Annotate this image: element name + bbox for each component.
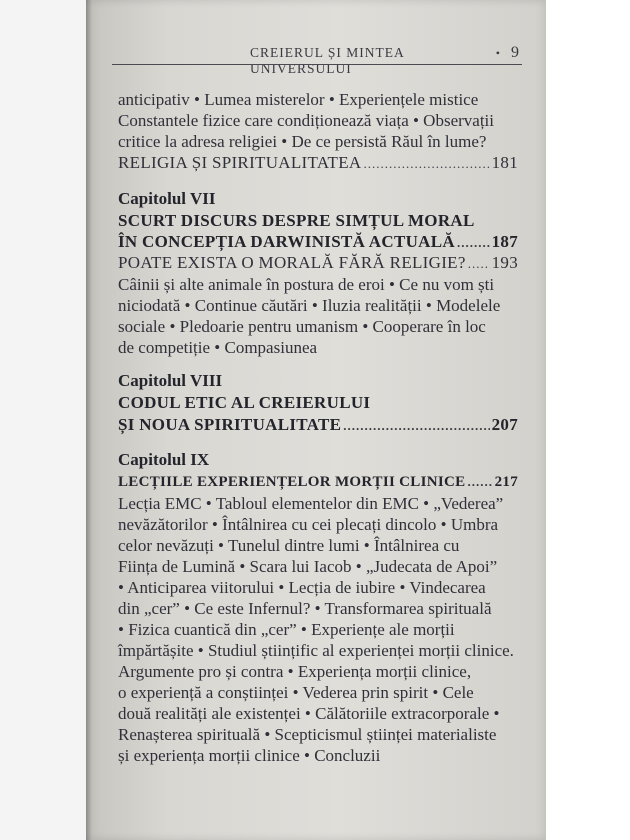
toc-entry-page: 187 bbox=[491, 232, 518, 251]
chapter-heading: Capitolul VII bbox=[118, 189, 216, 208]
toc-text-line: critice la adresa religiei • De ce persistă Răul în lume? bbox=[118, 132, 487, 151]
toc-entry-page: 207 bbox=[491, 415, 518, 434]
toc-text-line: împărtășite • Studiul științific al experienței morții clinice. bbox=[118, 641, 514, 660]
toc-text-line: • Fizica cuantică din „cer” • Experiențe ale morții bbox=[118, 620, 455, 639]
header-bullet: • bbox=[495, 46, 501, 60]
chapter-title-entry bbox=[118, 232, 518, 253]
toc-entry-morala bbox=[118, 253, 518, 274]
toc-text-line: din „cer” • Ce este Infernul? • Transformarea spirituală bbox=[118, 599, 492, 618]
toc-text-line: Lecția EMC • Tabloul elementelor din EMC • „Vederea” bbox=[118, 494, 504, 513]
toc-entry-label: LECȚIILE EXPERIENȚELOR MORȚII CLINICE bbox=[118, 474, 466, 490]
toc-text-line: Câinii și alte animale în postura de eroi • Ce nu vom ști bbox=[118, 275, 495, 294]
toc-leader-dots bbox=[467, 472, 492, 492]
toc-leader-dots bbox=[343, 416, 489, 436]
toc-leader-dots bbox=[363, 154, 489, 174]
chapter-title-entry bbox=[118, 415, 518, 436]
page-number: 9 bbox=[511, 44, 520, 61]
toc-entry-label: POATE EXISTA O MORALĂ FĂRĂ RELIGIE? bbox=[118, 253, 466, 272]
toc-entry-label: ÎN CONCEPȚIA DARWINISTĂ ACTUALĂ bbox=[118, 232, 455, 251]
background-right bbox=[546, 0, 630, 840]
toc-text-line: niciodată • Continue căutări • Iluzia realității • Modelele bbox=[118, 296, 501, 315]
toc-text-line: celor nevăzuți • Tunelul dintre lumi • Întâlnirea cu bbox=[118, 536, 460, 555]
header-rule bbox=[112, 64, 522, 65]
toc-entry-label: ȘI NOUA SPIRITUALITATE bbox=[118, 415, 342, 434]
chapter-title-entry bbox=[118, 472, 518, 492]
chapter-heading: Capitolul IX bbox=[118, 450, 210, 469]
running-header bbox=[250, 44, 520, 77]
toc-leader-dots bbox=[468, 254, 490, 274]
toc-text-line: de competiție • Compasiunea bbox=[118, 338, 318, 357]
chapter-heading: Capitolul VIII bbox=[118, 371, 223, 390]
toc-entry-label: RELIGIA ȘI SPIRITUALITATEA bbox=[118, 153, 362, 172]
toc-entry-page: 193 bbox=[491, 253, 518, 272]
chapter-title: SCURT DISCURS DESPRE SIMȚUL MORAL bbox=[118, 211, 475, 230]
chapter-title: CODUL ETIC AL CREIERULUI bbox=[118, 393, 371, 412]
toc-text-line: sociale • Pledoarie pentru umanism • Cooperare în loc bbox=[118, 317, 486, 336]
toc-entry-page: 181 bbox=[491, 153, 518, 172]
toc-text-line: Constantele fizice care condiționează viața • Observații bbox=[118, 111, 495, 130]
toc-text-line: două realități ale existenței • Călătoriile extracorporale • bbox=[118, 704, 500, 723]
running-title: CREIERUL ȘI MINTEA UNIVERSULUI bbox=[250, 45, 404, 76]
toc-entry-page: 217 bbox=[494, 474, 518, 490]
background-left bbox=[0, 0, 86, 840]
toc-text-line: Argumente pro și contra • Experiența morții clinice, bbox=[118, 662, 472, 681]
toc-text-line: Ființa de Lumină • Scara lui Iacob • „Judecata de Apoi” bbox=[118, 557, 498, 576]
toc-text-line: anticipativ • Lumea misterelor • Experiențele mistice bbox=[118, 90, 479, 109]
toc-entry-religia bbox=[118, 153, 518, 174]
toc-text-line: o experiență a conștiinței • Vederea prin spirit • Cele bbox=[118, 683, 474, 702]
toc-text-line: Renașterea spirituală • Scepticismul științei materialiste bbox=[118, 725, 497, 744]
toc-text-line: și experiența morții clinice • Concluzii bbox=[118, 746, 381, 765]
toc-leader-dots bbox=[457, 233, 490, 253]
toc-text-line: nevăzătorilor • Întâlnirea cu cei plecați dincolo • Umbra bbox=[118, 515, 499, 534]
book-spine-shadow bbox=[86, 0, 92, 840]
toc-text-line: • Anticiparea viitorului • Lecția de iubire • Vindecarea bbox=[118, 578, 486, 597]
